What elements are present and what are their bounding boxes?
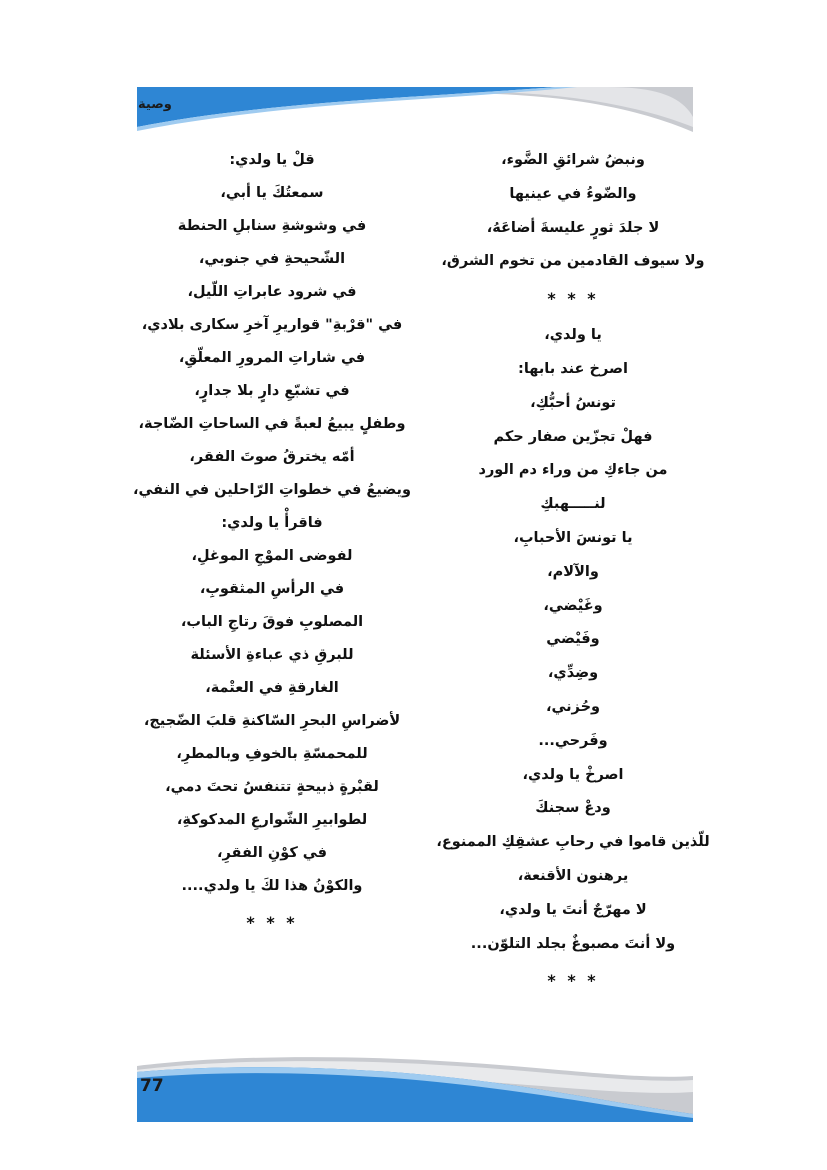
poem-line: ولا سيوف القادمين من تخوم الشرق، xyxy=(441,253,705,270)
poem-line: وفَيْضي xyxy=(546,631,600,648)
poem-line: لطوابيرِ الشّوارعِ المدكوكةِ، xyxy=(176,812,368,828)
poem-line: فهلْ تجزّين صفار حكم xyxy=(493,428,653,445)
poem-line: لا جلدَ ثورٍ عليسةَ أضاعَهُ، xyxy=(486,219,660,236)
poem-line: وفَرحي... xyxy=(538,732,608,749)
poem-line: والضّوءُ في عينيها xyxy=(509,185,637,202)
poem-line: من جاءكِ من وراء دم الورد xyxy=(478,462,668,479)
header-band xyxy=(137,87,693,145)
poem-line: للمحمسّةِ بالخوفِ وبالمطرِ، xyxy=(176,746,368,762)
right-poem-column xyxy=(428,144,718,1001)
poem-line: سمعتُكَ يا أبي، xyxy=(220,185,324,201)
poem-line: قلْ يا ولدي: xyxy=(229,152,315,168)
poem-line: في كوْنِ الفقرِ، xyxy=(217,845,327,861)
poem-line: والكوْنُ هذا لكَ يا ولدي.... xyxy=(181,878,363,894)
poem-line: اصرخْ يا ولدي، xyxy=(522,766,624,783)
poem-line: لنـــــهبكِ xyxy=(540,496,606,513)
poem-line: في "قرْبةِ" قواريرِ آخرِ سكارى بلادي، xyxy=(141,317,403,333)
left-poem-column xyxy=(127,144,417,943)
poem-line: في وشوشةِ سنابلِ الحنطة xyxy=(177,218,367,234)
poem-line: في شرود عابراتِ اللّيل، xyxy=(187,284,357,300)
section-separator: * * * xyxy=(246,913,298,932)
poem-line: يا ولدي، xyxy=(544,327,602,344)
running-header-title: وصية xyxy=(138,97,172,112)
poem-line: للبرقِ ذي عباءةِ الأسئلة xyxy=(190,647,354,663)
poem-line: لا مهرّجٌ أنتَ يا ولدي، xyxy=(499,901,647,918)
poem-line: ودعْ سجنكَ xyxy=(535,800,611,817)
poem-line: وطفلٍ يبيعُ لعبةً في الساحاتِ الضّاجة، xyxy=(138,416,406,432)
poem-line: يا تونسَ الأحبابِ، xyxy=(513,529,633,546)
poem-line: لقبْرةٍ ذبيحةٍ تتنفسُ تحتَ دمي، xyxy=(165,779,379,795)
poem-line: ونبضُ شرائقِ الضَّوء، xyxy=(501,152,645,168)
poem-line: ويضيعُ في خطواتِ الرّاحلين في النفي، xyxy=(132,482,412,498)
poem-line: يرهنون الأقنعة، xyxy=(517,867,629,884)
poem-line: في الرأسِ المثقوبِ، xyxy=(199,581,345,597)
poem-line: وضِدِّي، xyxy=(547,665,599,682)
poem-line: وحُزني، xyxy=(545,698,601,715)
poem-line: الغارقةِ في العتْمة، xyxy=(205,680,339,696)
poem-line: لفوضى الموْجِ الموغلِ، xyxy=(191,548,353,564)
poem-line: أمّه يخترقُ صوتَ الفقر، xyxy=(189,449,355,465)
page-number: 77 xyxy=(140,1076,164,1096)
poem-line: اصرخ عند بابها: xyxy=(518,360,628,377)
poem-line: للّذين قاموا في رحابِ عشقِكِ الممنوع، xyxy=(436,834,710,851)
poem-line: فاقرأْ يا ولدي: xyxy=(221,515,323,531)
poem-line: المصلوبِ فوقَ رتاجِ الباب، xyxy=(180,614,364,630)
poem-line: الشّحيحةِ في جنوبي، xyxy=(198,251,346,267)
poem-line: لأضراسِ البحرِ السّاكنةِ قلبَ الضّجيج، xyxy=(143,713,401,729)
poem-line: في تشبّعِ دارٍ بلا جدارٍ، xyxy=(194,383,350,399)
section-separator: * * * xyxy=(547,289,599,309)
footer-band xyxy=(137,1052,693,1122)
section-separator: * * * xyxy=(547,971,599,991)
poem-line: في شاراتِ المرورِ المعلّقِ، xyxy=(178,350,366,366)
poem-line: وغَيْضي، xyxy=(543,597,603,614)
poem-line: والآلام، xyxy=(547,563,599,580)
poem-line: تونسُ أحبُّكِ، xyxy=(530,394,616,411)
poem-line: ولا أنتَ مصبوغٌ بجلد التلوّن... xyxy=(470,935,676,952)
